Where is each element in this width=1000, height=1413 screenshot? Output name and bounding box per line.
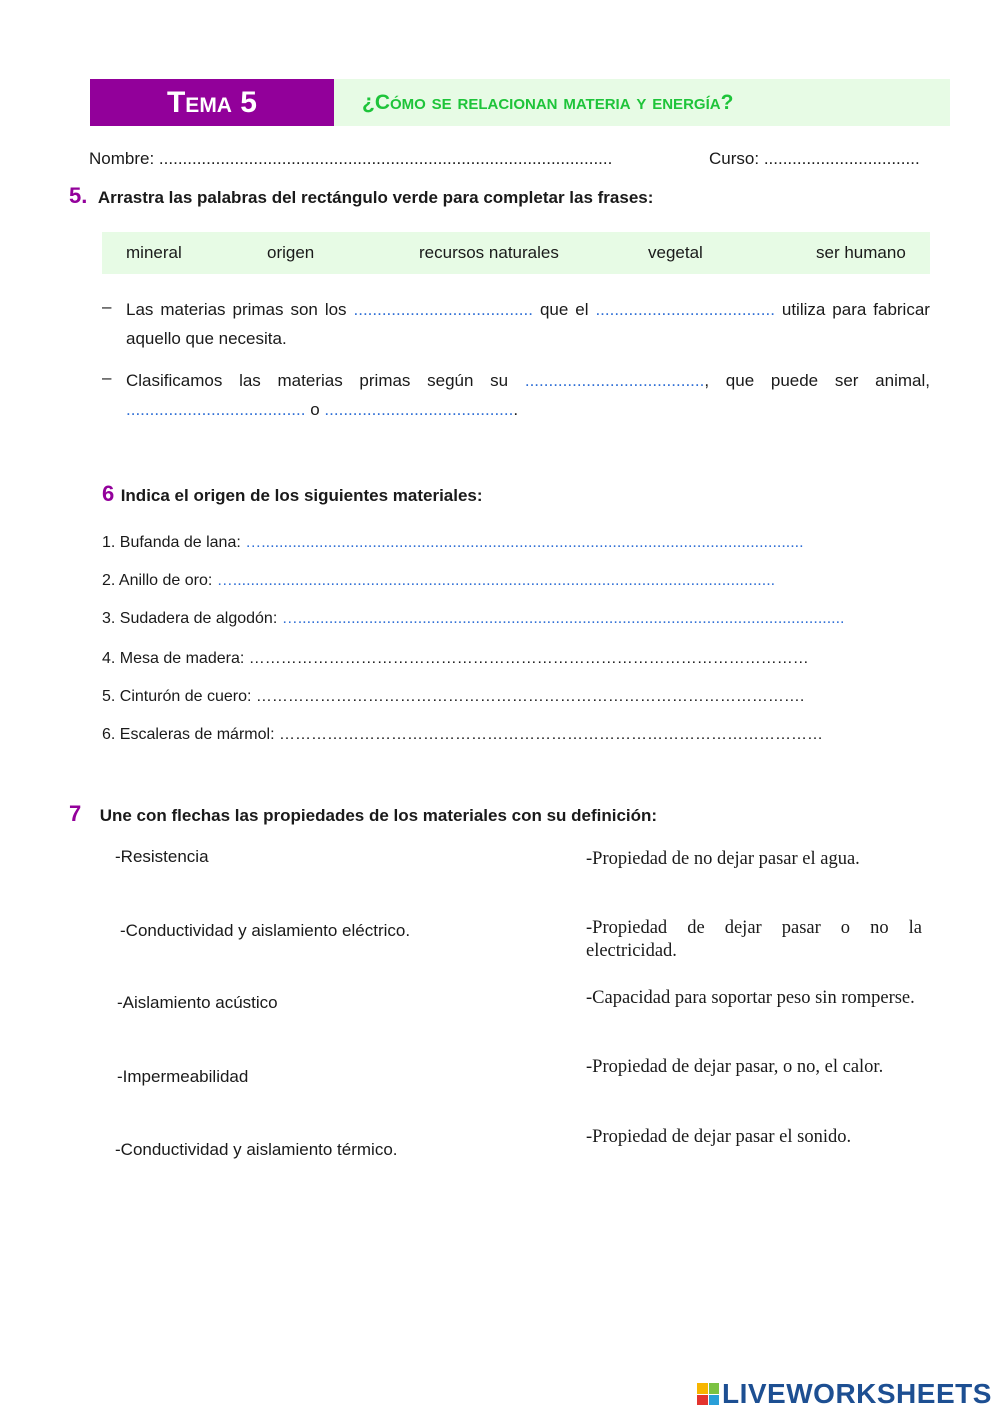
curso-field[interactable]: .................................: [763, 149, 920, 168]
sentence-text: Clasificamos las materias primas según su: [126, 371, 509, 390]
nombre-field[interactable]: ................................................................................................: [158, 149, 613, 168]
origin-answer-field[interactable]: …..........................................................................................................................: [216, 572, 776, 589]
question-7-header: [69, 801, 657, 827]
origin-item-label: 5. Cinturón de cuero:: [102, 688, 252, 705]
question-5-header: [69, 183, 653, 209]
blank-field[interactable]: ......................................: [126, 400, 306, 419]
word-ser-humano[interactable]: ser humano: [816, 243, 906, 262]
origin-item-label: 2. Anillo de oro:: [102, 572, 213, 589]
logo-text: LIVEWORKSHEETS: [722, 1378, 992, 1409]
logo-square-icon: [709, 1383, 720, 1394]
word-bank: [102, 232, 930, 274]
origin-item-label: 6. Escaleras de mármol:: [102, 726, 275, 743]
logo-square-icon: [709, 1395, 720, 1406]
word-origen[interactable]: origen: [267, 243, 315, 262]
origin-item: [102, 572, 775, 590]
word-vegetal[interactable]: vegetal: [648, 243, 703, 262]
sentence-text: que el: [539, 300, 589, 319]
origin-answer-field[interactable]: …..........................................................................................................................: [245, 534, 804, 551]
tema-label-box: [90, 79, 334, 126]
origin-answer-field[interactable]: …………………………………………………………………………………………: [278, 726, 823, 743]
sentence-dash: –: [102, 297, 112, 316]
logo-square-icon: [697, 1395, 708, 1406]
word-recursos-naturales[interactable]: recursos naturales: [419, 243, 559, 262]
sentence-text: , que puede ser animal,: [704, 371, 930, 390]
property-conductividad-electrica[interactable]: -Conductividad y aislamiento eléctrico.: [120, 921, 411, 940]
sentence-2: [126, 366, 930, 424]
page-title-box: [334, 79, 950, 126]
origin-answer-field[interactable]: ……………………………………………………………………………………………: [248, 650, 809, 667]
origin-answer-field[interactable]: ………………………………………………………………………………………….: [255, 688, 805, 705]
definition-item[interactable]: -Capacidad para soportar peso sin romperse.: [586, 988, 915, 1008]
definition-item[interactable]: -Propiedad de dejar pasar el sonido.: [586, 1127, 852, 1147]
sentence-text: Las materias primas son los: [126, 300, 347, 319]
blank-field[interactable]: ......................................: [353, 300, 533, 319]
origin-item-label: 3. Sudadera de algodón:: [102, 610, 278, 627]
liveworksheets-logo-icon: [697, 1383, 719, 1405]
sentence-text: .: [513, 400, 519, 419]
word-mineral[interactable]: mineral: [126, 243, 182, 262]
origin-item: [102, 688, 804, 706]
property-resistencia[interactable]: -Resistencia: [115, 847, 209, 866]
question-6-header: [102, 481, 483, 507]
blank-field[interactable]: ........................................: [324, 400, 514, 419]
property-impermeabilidad[interactable]: -Impermeabilidad: [117, 1067, 249, 1086]
sentence-text: o: [310, 400, 320, 419]
origin-item: [102, 726, 823, 744]
nombre-label: Nombre:: [89, 149, 155, 168]
liveworksheets-logo: [697, 1377, 992, 1411]
definition-item[interactable]: -Propiedad de dejar pasar o no la electricidad.: [586, 918, 922, 961]
sentence-text: utiliza para fabricar aquello que necesita.: [126, 300, 930, 348]
question-number: 5.: [69, 183, 88, 208]
origin-item: [102, 534, 804, 552]
origin-item-label: 1. Bufanda de lana:: [102, 534, 241, 551]
tema-label: Tema 5: [166, 86, 257, 119]
definition-item[interactable]: -Propiedad de no dejar pasar el agua.: [586, 849, 860, 869]
question-instruction: Indica el origen de los siguientes materiales:: [120, 486, 483, 505]
origin-item-label: 4. Mesa de madera:: [102, 650, 245, 667]
origin-item: [102, 610, 845, 628]
definition-item[interactable]: -Propiedad de dejar pasar, o no, el calor.: [586, 1057, 884, 1077]
question-number: 6: [102, 481, 115, 506]
property-conductividad-termica[interactable]: -Conductividad y aislamiento térmico.: [115, 1140, 398, 1159]
sentence-1: [126, 295, 930, 353]
question-instruction: Arrastra las palabras del rectángulo verde para completar las frases:: [97, 188, 654, 207]
curso-label: Curso:: [709, 149, 760, 168]
nombre-row: [89, 149, 612, 169]
property-aislamiento-acustico[interactable]: -Aislamiento acústico: [117, 993, 278, 1012]
curso-row: [709, 149, 920, 169]
question-number: 7: [69, 801, 82, 826]
logo-square-icon: [697, 1383, 708, 1394]
origin-answer-field[interactable]: …...........................................................................................................................: [281, 610, 845, 627]
page-title: ¿Cómo se relacionan materia y energía?: [362, 91, 734, 114]
origin-item: [102, 650, 809, 668]
sentence-dash: –: [102, 368, 112, 387]
blank-field[interactable]: ......................................: [595, 300, 775, 319]
blank-field[interactable]: ......................................: [524, 371, 705, 390]
question-instruction: Une con flechas las propiedades de los materiales con su definición:: [99, 806, 658, 825]
